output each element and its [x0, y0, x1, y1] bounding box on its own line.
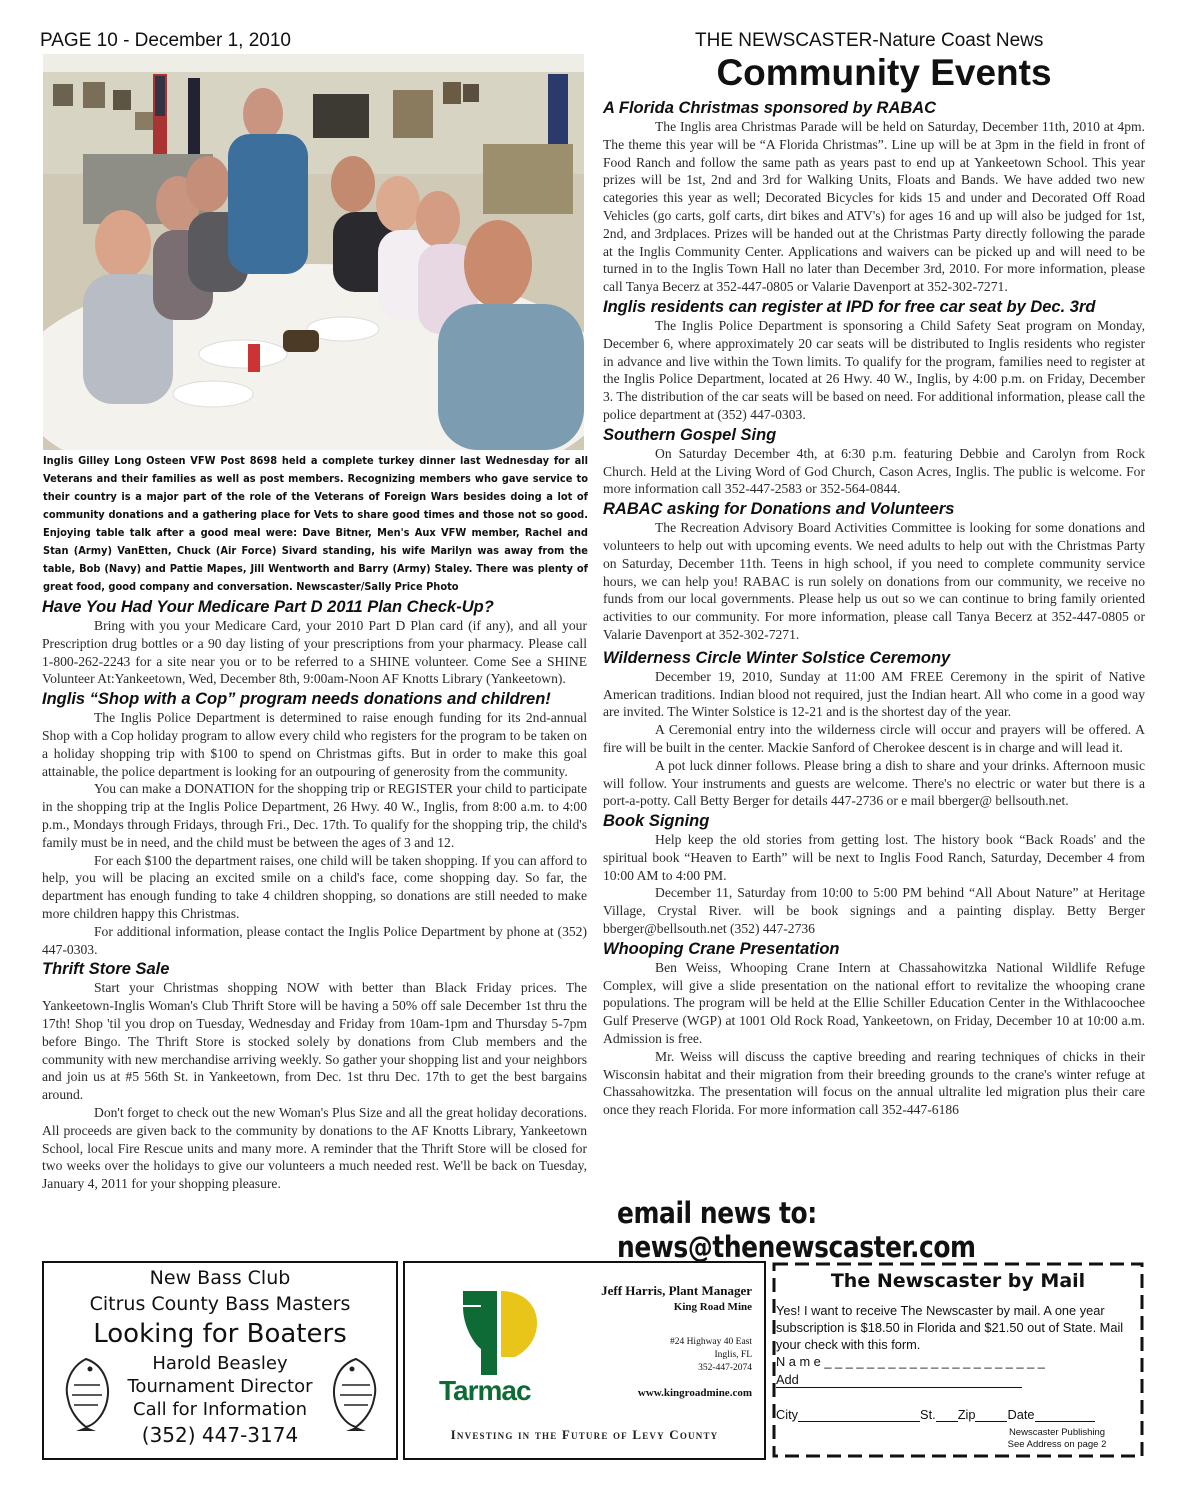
paper-name: THE NEWSCASTER-Nature Coast News [695, 30, 1044, 51]
right-column [603, 97, 1145, 1119]
photo-illustration [43, 54, 584, 450]
tarmac-logo-text: Tarmac [439, 1375, 531, 1406]
ad-line: Call for Information [133, 1399, 307, 1420]
phone: 352-447-2074 [698, 1363, 752, 1373]
address-line: #24 Highway 40 East [669, 1337, 752, 1347]
article-rabac-donations [603, 499, 1145, 644]
tarmac-ad [403, 1261, 766, 1460]
article-paragraph: Ben Weiss, Whooping Crane Intern at Chassahowitzka National Wildlife Refuge Complex, will give a slide presentation on the national effort to revitalize the whooping crane populations. The program will be held at the Ellie Schiller Education Center in the Withlacoochee Gulf Preserve (WGP) at 1001 Old Rock Road, Yankeetown, on Friday, December 10 at 10:00 a.m. Admission is free. [603, 959, 1145, 1047]
article-title: Inglis “Shop with a Cop” program needs donations and children! [42, 690, 551, 709]
tarmac-logo-icon [455, 1285, 545, 1377]
address-field[interactable] [776, 1372, 1022, 1388]
article-title: Inglis residents can register at IPD for free car seat by Dec. 3rd [603, 297, 1096, 316]
zip-field-label: Zip [957, 1407, 976, 1422]
email-banner: email news to: news@thenewscaster.com [617, 1196, 976, 1264]
city-state-zip-row [776, 1407, 1140, 1422]
article-paragraph: The Inglis area Christmas Parade will be held on Saturday, December 11th, 2010 at 4pm. The theme this year will be “A Florida Christmas”. Line up will be at 3pm in the field in front of Food Ranch and follow the same path as years past to end up at Yankeetown School. This year prizes will be 1st, 2nd and 3rd for Walking Units, Floats and Bands. We have added two new categories this year as well; Decorated Bicycles for kids 15 and under and Decorated Off Road Vehicles (go carts, golf carts, dirt bikes and ATV's) for ages 16 and up will also be judged for 1st, 2nd, and 3rdplaces. Prizes will be handed out at the Christmas Party directly following the parade at the Inglis Community Center. Applications and waivers can be picked up and will need to be turned in to the Inglis Town Hall no later than December 3rd, 2010. For more information, please call Tanya Becerz at 352-447-0805 or Valarie Davenport at 352-302-7271. [603, 119, 1145, 295]
zip-field[interactable] [975, 1407, 1007, 1422]
mail-form-title: The Newscaster by Mail [830, 1270, 1086, 1292]
state-field-label: St. [920, 1407, 936, 1422]
mail-subscription-form [772, 1262, 1144, 1458]
article-title: A Florida Christmas sponsored by RABAC [603, 99, 937, 117]
mine-name: King Road Mine [673, 1301, 752, 1313]
article-florida-christmas [603, 98, 1145, 296]
article-medicare [42, 597, 587, 688]
article-paragraph: For each $100 the department raises, one child will be taken shopping. If you can afford to help, you will be placing an excited smile on a child's face, come shopping day. So far, the department has enough funding to take 4 children shopping, so donations are still needed to make more children happy this Christmas. [42, 852, 587, 921]
address-note: See Address on page 2 [1007, 1439, 1107, 1450]
bass-fish-icon [324, 1355, 386, 1431]
article-paragraph: The Inglis Police Department is sponsoring a Child Safety Seat program on Monday, December 6, where approximately 20 car seats will be distributed to Inglis residents who register in advance and live within the Town limits. To qualify for the program, families need to register at the Inglis Police Department, located at 26 Hwy. 40 W., Inglis, by 4:00 p.m. on Friday, December 3. The distribution of the car seats will be based on need. For additional information, please call the police department at (352) 447-0303. [603, 317, 1145, 422]
article-paragraph: Don't forget to check out the new Woman's Plus Size and all the great holiday decorations. All proceeds are given back to the community by donations to the AF Knotts Library, Yankeetown School, local Fire Rescue units and many more. A reminder that the Thrift Store will be closed for two weeks over the holidays to give our volunteers a much needed rest. We'll be back on Tuesday, January 4, 2011 for your shopping pleasure. [42, 1104, 587, 1192]
publisher-name: Newscaster Publishing [1008, 1427, 1106, 1438]
city-field-label: City [776, 1407, 799, 1422]
ad-line: Citrus County Bass Masters [89, 1293, 351, 1315]
manager-name: Jeff Harris, Plant Manager [601, 1283, 752, 1298]
photo-caption: Inglis Gilley Long Osteen VFW Post 8698 held a complete turkey dinner last Wednesday for all Veterans and their families as well as post members. Recognizing members who gave service to their country is a major part of the role of the Veterans of Foreign Wars besides doing a lot of community donations and a gathering place for Vets to share good times and those not so good. Enjoying table talk after a good meal were: Dave Bitner, Men's Aux VFW member, Rachel and Stan (Army) VanEtten, Chuck (Air Force) Sivard standing, his wife Marilyn was away from the table, Bob (Navy) and Pattie Mapes, Jill Wentworth and Barry (Army) Staley. There was plenty of great food, good company and conversation. Newscaster/Sally Price Photo [43, 455, 588, 593]
ad-line: Tournament Director [127, 1376, 313, 1397]
article-paragraph: Mr. Weiss will discuss the captive breeding and rearing techniques of chicks in their Wisconsin habitat and their migration from their breeding grounds to the crane's winter refuge at Chassahowitzka. The presentation will focus on the annual ultralite led migration plus their care once they reach Florida. For more information call 352-447-6186 [603, 1048, 1145, 1118]
article-paragraph: A pot luck dinner follows. Please bring a dish to share and your drinks. Afternoon music will follow. Your instruments and guests are welcome. There's no electric or water but there is a port-a-potty. Call Betty Berger for details 447-2736 or e mail bberger@ bellsouth.net. [603, 757, 1145, 809]
state-field[interactable] [936, 1407, 958, 1422]
ad-line: New Bass Club [149, 1267, 291, 1289]
article-title: Whooping Crane Presentation [603, 939, 840, 958]
left-column [42, 596, 587, 1193]
article-thrift-store [42, 959, 587, 1193]
article-paragraph: December 19, 2010, Sunday at 11:00 AM FREE Ceremony in the spirit of Native American traditions. Indian blood not required, just the Indian heart. All who come in a good way are invited. The Winter Solstice is 12-21 and is the shortest day of the year. [603, 668, 1145, 720]
address-field-label: Add [776, 1372, 799, 1387]
article-paragraph: December 11, Saturday from 10:00 to 5:00 PM behind “All About Nature” at Heritage Village, Crystal River. will be book signings and a painting display. Betty Berger bberger@bellsouth.net (352) 447-2736 [603, 885, 1145, 937]
article-winter-solstice [603, 648, 1145, 810]
name-field-label: N a m e _ _ _ _ _ _ _ _ _ _ _ _ _ _ _ _ _ _ _ _ _ [776, 1354, 1045, 1369]
article-gospel-sing [603, 425, 1145, 498]
article-book-signing [603, 811, 1145, 938]
bass-fish-icon [56, 1355, 118, 1431]
article-title: Thrift Store Sale [42, 960, 170, 979]
article-paragraph: On Saturday December 4th, at 6:30 p.m. featuring Debbie and Carolyn from Rock Church. Held at the Living Word of God Church, Cason Acres, Inglis. The public is welcome. For more information call 352-447-2583 or 352-564-0844. [603, 445, 1145, 497]
city-field[interactable] [798, 1407, 920, 1422]
date-field-label: Date [1007, 1407, 1035, 1422]
article-car-seat [603, 297, 1145, 424]
article-title: Book Signing [603, 812, 710, 831]
vfw-dinner-photo [43, 54, 584, 450]
article-shop-with-cop [42, 689, 587, 958]
article-title: Wilderness Circle Winter Solstice Ceremony [603, 648, 951, 667]
article-paragraph: The Recreation Advisory Board Activities Committee is looking for some donations and volunteers to help out with upcoming events. We need adults to help out with the Christmas Party on Saturday, December 11th. Teens in high school, if you need to complete community service hours, we can help you! RABAC is run solely on donations from our community, we receive no funds from our local governments. Please help us out so we can continue to bring family oriented activities to our community. For more information, please call Tanya Becerz at 352-447-0805 or Valarie Davenport at 352-302-7271. [603, 520, 1145, 642]
mail-form-body: Yes! I want to receive The Newscaster by mail. A one year subscription is $18.50 in Florida and $21.50 out of State. Mail your check with this form. [776, 1303, 1124, 1352]
date-field[interactable] [1035, 1407, 1095, 1422]
article-paragraph: For additional information, please contact the Inglis Police Department by phone at (352) 447-0303. [42, 923, 587, 957]
website: www.kingroadmine.com [637, 1387, 752, 1399]
article-paragraph: Bring with you your Medicare Card, your 2010 Part D Plan card (if any), and all your Prescription drug bottles or a 90 day listing of your prescriptions from your pharmacy. Please call 1-800-262-2243 for a site near you or to be referred to a SHINE volunteer. Come See a SHINE Volunteer At:Yankeetown, Wed, December 8th, 9:00am-Noon AF Knotts Library (Yankeetown). [42, 618, 587, 687]
article-paragraph: A Ceremonial entry into the wilderness circle will occur and prayers will be offered. A fire will be built in the center. Mackie Sanford of Cherokee descent is in charge and will lead it. [603, 722, 1145, 755]
ad-headline: Looking for Boaters [93, 1319, 347, 1349]
article-title: RABAC asking for Donations and Volunteers [603, 500, 955, 519]
article-paragraph: You can make a DONATION for the shopping trip or REGISTER your child to participate in the shopping trip at the Inglis Police Department, 26 Hwy. 40 W., Inglis, from 8:00 a.m. to 4:00 p.m., Mondays through Fridays, through Fri., Dec. 17th. To qualify for the shopping trip, the child's family must be in need, and the child must be between the ages of 3 and 12. [42, 781, 587, 850]
address-line: Inglis, FL [714, 1350, 752, 1360]
article-paragraph: The Inglis Police Department is determined to raise enough funding for its 2nd-annual Shop with a Cop holiday program to allow every child who registers for the program to be taken on a holiday shopping trip with $100 to spend on Christmas gifts. But in order to make this goal attainable, the police department is looking for an outpouring of generosity from the community. [42, 710, 587, 779]
bass-club-ad [42, 1261, 398, 1460]
article-paragraph: Start your Christmas shopping NOW with better than Black Friday prices. The Yankeetown-Inglis Woman's Club Thrift Store will be having a 50% off sale December 1st thru the 17th! Shop 'til you drop on Tuesday, Wednesday and Friday from 10am-1pm and Thursday 5-7pm before Bingo. The Thrift Store is stocked solely by donations from Club members and the community with new merchandise arriving weekly. So gather your shopping list and your neighbors and join us at #5 56th St. in Yankeetown, from Dec. 1st thru Dec. 17th to get the best bargains around. [42, 980, 587, 1103]
ad-phone: (352) 447-3174 [141, 1423, 299, 1447]
article-title: Southern Gospel Sing [603, 425, 777, 444]
article-title: Have You Had Your Medicare Part D 2011 Plan Check-Up? [42, 598, 494, 616]
article-whooping-crane [603, 939, 1145, 1119]
ad-line: Harold Beasley [152, 1353, 288, 1374]
section-title: Community Events [716, 52, 1052, 93]
tarmac-tagline: Investing in the Future of Levy County [450, 1427, 719, 1442]
article-paragraph: Help keep the old stories from getting lost. The history book “Back Roads' and the spiritual book “Heaven to Earth” will be next to Inglis Food Ranch, Saturday, December 4 from 10:00 AM to 4:00 PM. [603, 832, 1145, 883]
page-date: PAGE 10 - December 1, 2010 [40, 30, 291, 51]
